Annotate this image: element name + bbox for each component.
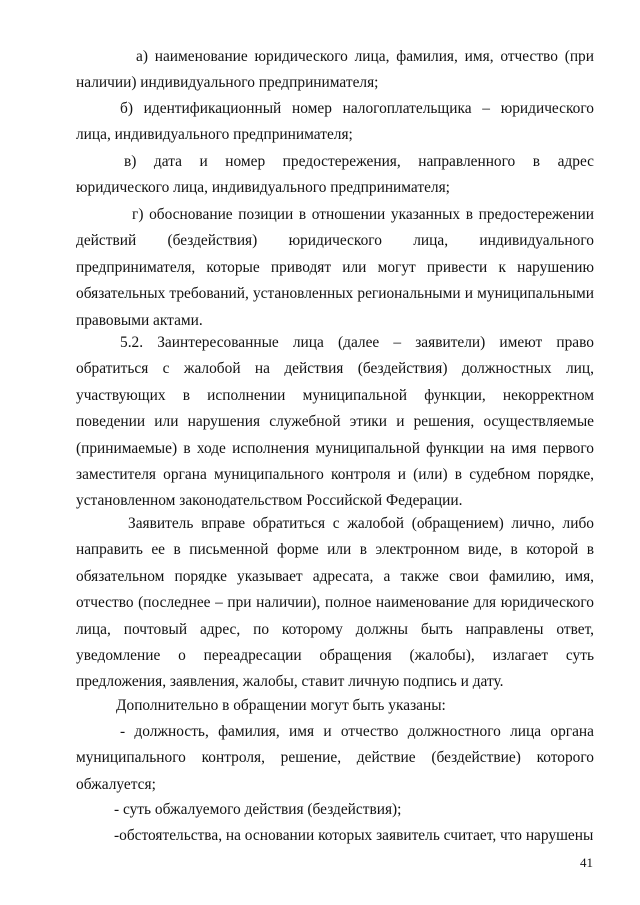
paragraph-applicant-rights: Заявитель вправе обратиться с жалобой (обращением) лично, либо направить ее в письменной форме или в электронном виде, в которой в обязательном порядке указывает адресата, а также свои фамилию, имя, отчество (последнее – при наличии), полное наименование для юридического лица, почтовый адрес, по которому должны быть направлены ответ, уведомление о переадресации обращения (жалобы), излагает суть предложения, заявления, жалобы, ставит личную подпись и дату. bbox=[76, 515, 594, 691]
page-number: 41 bbox=[580, 855, 593, 870]
paragraph-item-g: г) обоснование позиции в отношении указанных в предостережении действий (бездействия) юридического лица, индивидуального предпринимателя, которые приводят или могут привести к нарушению обязательных требований, установленных региональными и муниципальными правовыми актами. bbox=[76, 206, 594, 329]
paragraph-item-b: б) идентификационный номер налогоплательщика – юридического лица, индивидуального предпринимателя; bbox=[76, 100, 594, 144]
paragraph-item-v: в) дата и номер предостережения, направленного в адрес юридического лица, индивидуального предпринимателя; bbox=[76, 153, 594, 197]
paragraph-section-5-2: 5.2. Заинтересованные лица (далее – заявители) имеют право обратиться с жалобой на действия (бездействия) должностных лиц, участвующих в исполнении муниципальной функции, некорректном поведении или нарушения служебной этики и решения, осуществляемые (принимаемые) в ходе исполнения муниципальной функции на имя первого заместителя органа муниципального контроля и (или) в судебном порядке, установленном законодательством Российской Федерации. bbox=[76, 334, 594, 510]
paragraph-additional-intro: Дополнительно в обращении могут быть указаны: bbox=[116, 697, 446, 714]
paragraph-bullet-circumstances: -обстоятельства, на основании которых заявитель считает, что нарушены bbox=[114, 827, 594, 844]
paragraph-bullet-essence: - суть обжалуемого действия (бездействия); bbox=[114, 801, 402, 818]
paragraph-bullet-official: - должность, фамилия, имя и отчество должностного лица органа муниципального контроля, решение, действие (бездействие) которого обжалуется; bbox=[76, 723, 594, 793]
paragraph-item-a: а) наименование юридического лица, фамилия, имя, отчество (при наличии) индивидуального предпринимателя; bbox=[76, 48, 594, 92]
